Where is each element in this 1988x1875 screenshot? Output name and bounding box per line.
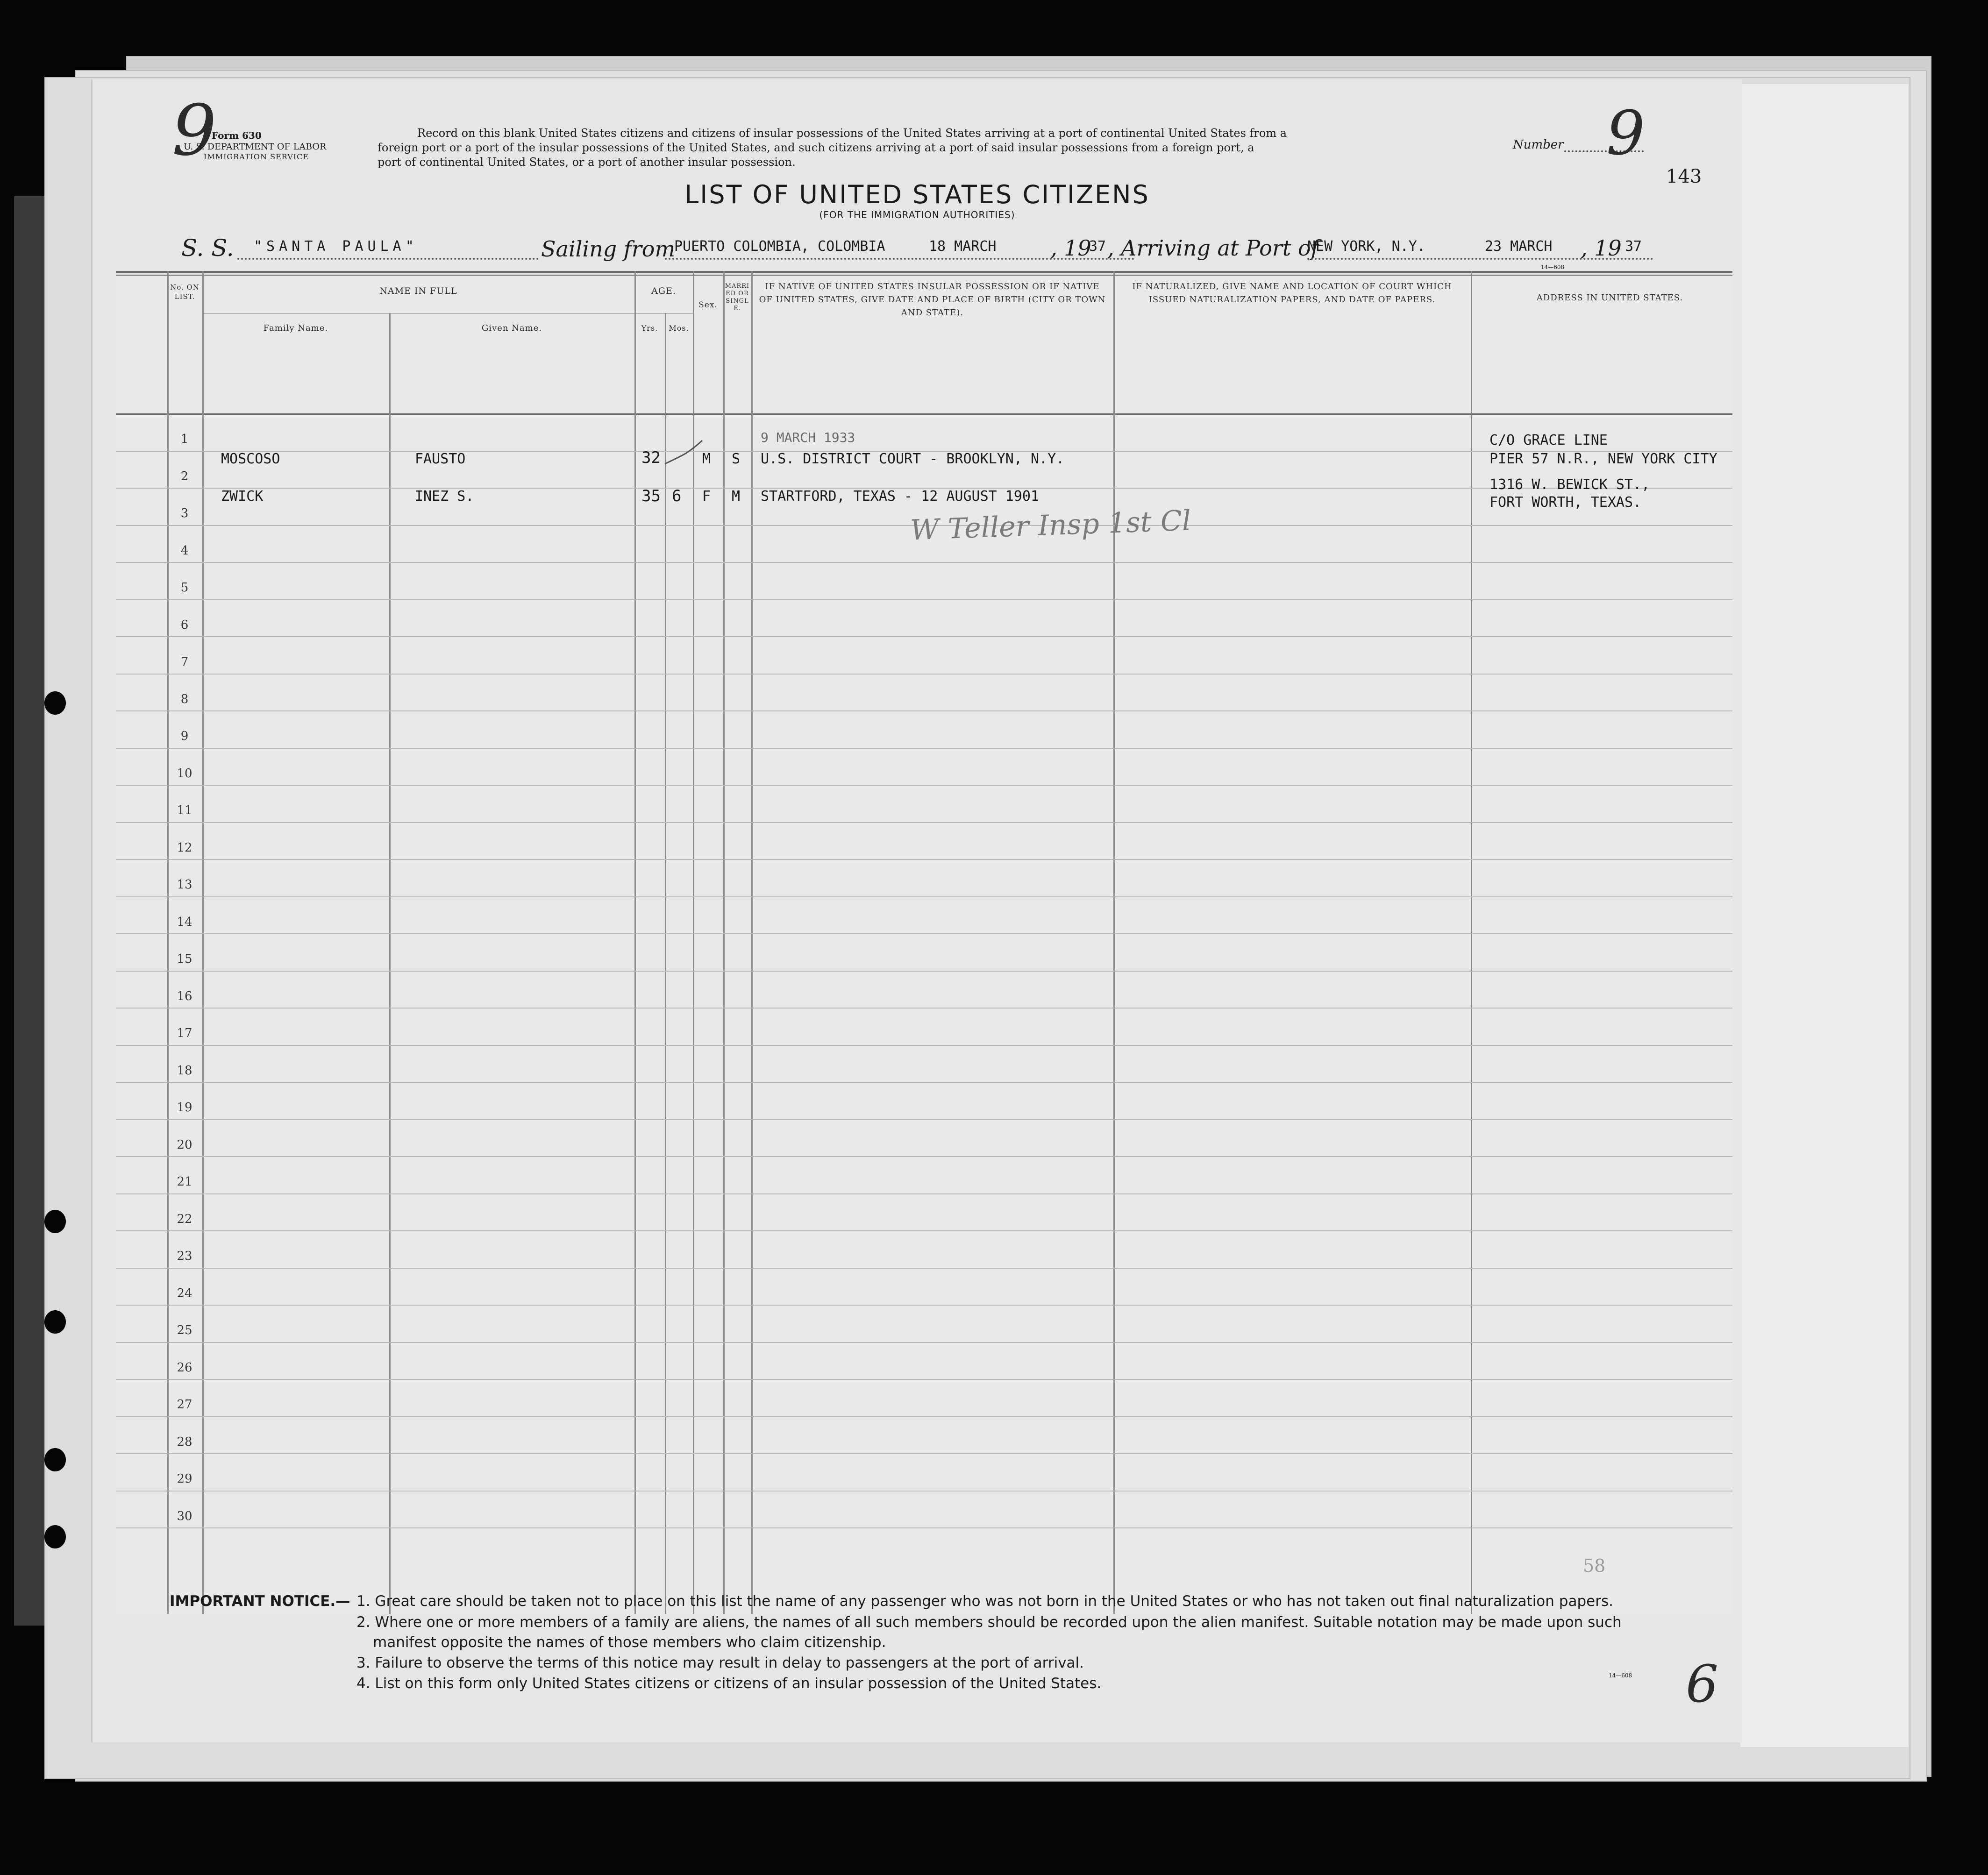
row-rule	[116, 896, 1732, 897]
row-rule	[116, 599, 1732, 600]
form-number: Form 630	[212, 130, 262, 141]
row-number: 19	[177, 1101, 192, 1115]
header-naturalized: IF NATURALIZED, GIVE NAME AND LOCATION OF COURT WHICH ISSUED NATURALIZATION PAPERS, AND DATE OF PAPERS.	[1132, 282, 1452, 305]
birth-or-court-cell: U.S. DISTRICT COURT - BROOKLYN, N.Y.	[761, 451, 1065, 467]
row-number: 28	[177, 1435, 192, 1449]
arriving-date: 23 MARCH	[1485, 238, 1553, 255]
row-rule	[116, 636, 1732, 637]
sex-cell: F	[702, 488, 711, 504]
column-divider	[634, 271, 636, 1614]
row-number: 29	[177, 1472, 192, 1486]
address-line2-cell: PIER 57 N.R., NEW YORK CITY	[1489, 451, 1717, 467]
column-divider	[693, 271, 694, 1614]
instruction-line: port of continental United States, or a port of another insular possession.	[378, 156, 796, 169]
notice-label: IMPORTANT NOTICE.—	[170, 1593, 350, 1610]
row-number: 27	[177, 1398, 192, 1412]
row-rule	[116, 562, 1732, 563]
row-rule	[116, 822, 1732, 823]
row-rule	[116, 1008, 1732, 1009]
sailing-from: PUERTO COLOMBIA, COLOMBIA	[674, 238, 885, 255]
column-divider	[1471, 271, 1472, 1614]
row-number: 9	[180, 729, 189, 743]
header-birth-place: IF NATIVE OF UNITED STATES INSULAR POSSESSION OR IF NATIVE OF UNITED STATES, GIVE DATE AND PLACE OF BIRTH (CITY OR TOWN AND STATE).	[759, 282, 1106, 318]
naturalization-date-stamp: 9 MARCH 1933	[761, 430, 855, 445]
row-rule	[116, 1193, 1732, 1194]
row-rule	[116, 1268, 1732, 1269]
inspector-signature: W Teller Insp 1st Cl	[909, 504, 1192, 547]
age-months-cell: 6	[672, 487, 682, 505]
age-years-cell: 35	[641, 487, 661, 505]
birth-or-court-cell: STARTFORD, TEXAS - 12 AUGUST 1901	[761, 488, 1040, 504]
arriving-label: , Arriving at Port of	[1107, 235, 1319, 261]
family-name-cell: MOSCOSO	[221, 451, 280, 467]
header-address: ADDRESS IN UNITED STATES.	[1536, 293, 1683, 303]
arriving-year: 37	[1625, 238, 1642, 255]
header-family-name: Family Name.	[263, 323, 328, 333]
address-line1-cell: C/O GRACE LINE	[1489, 432, 1608, 448]
notice-item: 2. Where one or more members of a family are aliens, the names of all such members should be recorded upon the alien manifest. Suitable notation may be made upon such	[356, 1614, 1622, 1631]
row-rule	[116, 785, 1732, 786]
ss-label: S. S.	[181, 234, 234, 262]
header-sex: Sex.	[698, 300, 718, 310]
sheet-right-margin	[1740, 84, 1909, 1747]
row-rule	[116, 1416, 1732, 1417]
row-rule	[116, 933, 1732, 934]
department-label: U. S. DEPARTMENT OF LABOR	[184, 142, 327, 152]
row-rule	[116, 710, 1732, 711]
row-number: 25	[177, 1323, 192, 1337]
name-subheader-rule	[202, 313, 634, 314]
age-subheader-rule	[634, 313, 693, 314]
sailing-year: 37	[1089, 238, 1106, 255]
sheet-mark: 9	[172, 90, 217, 171]
binder-hole	[44, 1448, 66, 1471]
row-number: 15	[177, 952, 192, 966]
year-prefix: , 19	[1050, 235, 1091, 261]
binder-hole	[44, 1310, 66, 1334]
family-name-cell: ZWICK	[221, 488, 264, 504]
binder-hole	[44, 1210, 66, 1233]
row-number: 12	[177, 840, 192, 855]
stamp-number: 58	[1583, 1555, 1606, 1576]
row-rule	[116, 1453, 1732, 1454]
row-number: 14	[177, 915, 192, 929]
row-number: 20	[177, 1137, 192, 1152]
sailing-label: Sailing from	[541, 236, 676, 262]
age-years-cell: 32	[641, 448, 661, 467]
instruction-line: Record on this blank United States citizens and citizens of insular possessions of the United States arriving at a port of continental United States from a	[417, 127, 1287, 140]
column-divider	[723, 271, 725, 1614]
header-given-name: Given Name.	[481, 323, 542, 333]
given-name-cell: FAUSTO	[415, 451, 466, 467]
row-rule	[116, 1156, 1732, 1157]
row-rule	[116, 748, 1732, 749]
number-value: 9	[1606, 98, 1645, 169]
corner-mark: 6	[1686, 1654, 1718, 1714]
header-no-on-list: No. ON LIST.	[170, 283, 200, 301]
notice-item: 1. Great care should be taken not to place on this list the name of any passenger who was not born in the United States or who has not taken out final naturalization papers.	[356, 1593, 1613, 1610]
notice-item: manifest opposite the names of those members who claim citizenship.	[373, 1634, 886, 1651]
notice-item: 4. List on this form only United States citizens or citizens of an insular possession of the United States.	[356, 1675, 1102, 1692]
row-rule	[116, 1527, 1732, 1528]
row-rule	[116, 1045, 1732, 1046]
header-mos: Mos.	[669, 324, 689, 333]
row-number: 7	[180, 655, 189, 669]
header-bottom-rule	[116, 413, 1732, 415]
marital-cell: M	[732, 488, 741, 504]
year-prefix: , 19	[1581, 235, 1622, 261]
form-instructions	[378, 126, 1546, 170]
printer-note: 14—608	[1541, 264, 1565, 270]
row-rule	[116, 859, 1732, 860]
row-rule	[116, 1342, 1732, 1343]
row-rule	[116, 1230, 1732, 1231]
ship-line	[237, 258, 539, 260]
row-number: 13	[177, 878, 192, 892]
row-number: 11	[177, 803, 192, 817]
row-number: 18	[177, 1063, 192, 1078]
column-divider	[202, 271, 204, 1614]
table-top-rule	[116, 275, 1732, 276]
row-rule	[116, 1379, 1732, 1380]
row-number: 22	[177, 1212, 192, 1226]
row-number: 30	[177, 1509, 192, 1523]
column-divider	[665, 313, 666, 1614]
column-divider	[389, 313, 391, 1614]
form-code: 14—608	[1609, 1672, 1632, 1679]
address-line1-cell: 1316 W. BEWICK ST.,	[1489, 476, 1650, 493]
binder-hole	[44, 1525, 66, 1548]
ship-name: "SANTA PAULA"	[254, 238, 418, 255]
row-number: 17	[177, 1026, 192, 1040]
row-rule	[116, 674, 1732, 675]
page-subtitle: (FOR THE IMMIGRATION AUTHORITIES)	[819, 209, 1015, 220]
header-name-in-full: NAME IN FULL	[379, 286, 457, 296]
passenger-table	[116, 271, 1732, 1614]
row-number: 5	[180, 581, 189, 595]
address-line2-cell: FORT WORTH, TEXAS.	[1489, 494, 1642, 511]
header-married-or-single: MARRIED OR SINGLE.	[725, 283, 750, 312]
page-title: LIST OF UNITED STATES CITIZENS	[684, 180, 1150, 209]
arriving-port: NEW YORK, N.Y.	[1307, 238, 1425, 255]
number-label: Number	[1513, 138, 1564, 152]
row-rule	[116, 1305, 1732, 1306]
row-number: 23	[177, 1249, 192, 1263]
row-rule	[116, 1082, 1732, 1083]
row-number: 10	[177, 766, 192, 781]
sailing-date: 18 MARCH	[929, 238, 997, 255]
page-number: 143	[1666, 166, 1702, 187]
row-number: 2	[180, 469, 189, 483]
row-number: 24	[177, 1286, 192, 1300]
row-number: 21	[177, 1175, 192, 1189]
manifest-page	[91, 79, 1742, 1742]
column-divider	[751, 271, 753, 1614]
row-number: 4	[180, 543, 189, 558]
row-number: 3	[180, 506, 189, 520]
row-number: 1	[180, 432, 189, 446]
table-top-rule	[116, 271, 1732, 273]
row-number: 8	[180, 692, 189, 706]
row-rule	[116, 971, 1732, 972]
column-divider	[167, 271, 169, 1614]
row-number: 26	[177, 1360, 192, 1375]
notice-item: 3. Failure to observe the terms of this notice may result in delay to passengers at the port of arrival.	[356, 1655, 1084, 1671]
binder-hole	[44, 691, 66, 715]
row-rule	[116, 1119, 1732, 1120]
check-mark	[663, 438, 705, 471]
header-age: AGE.	[651, 286, 676, 296]
sex-cell: M	[702, 451, 711, 467]
row-number: 16	[177, 989, 192, 1003]
given-name-cell: INEZ S.	[415, 488, 474, 504]
row-number: 6	[180, 618, 189, 632]
service-label: IMMIGRATION SERVICE	[204, 152, 309, 161]
header-yrs: Yrs.	[641, 324, 658, 333]
instruction-line: foreign port or a port of the insular possessions of the United States, and such citizens arriving at a port of said insular possessions from a foreign port, a	[378, 141, 1254, 154]
column-divider	[1113, 271, 1115, 1614]
marital-cell: S	[732, 451, 741, 467]
